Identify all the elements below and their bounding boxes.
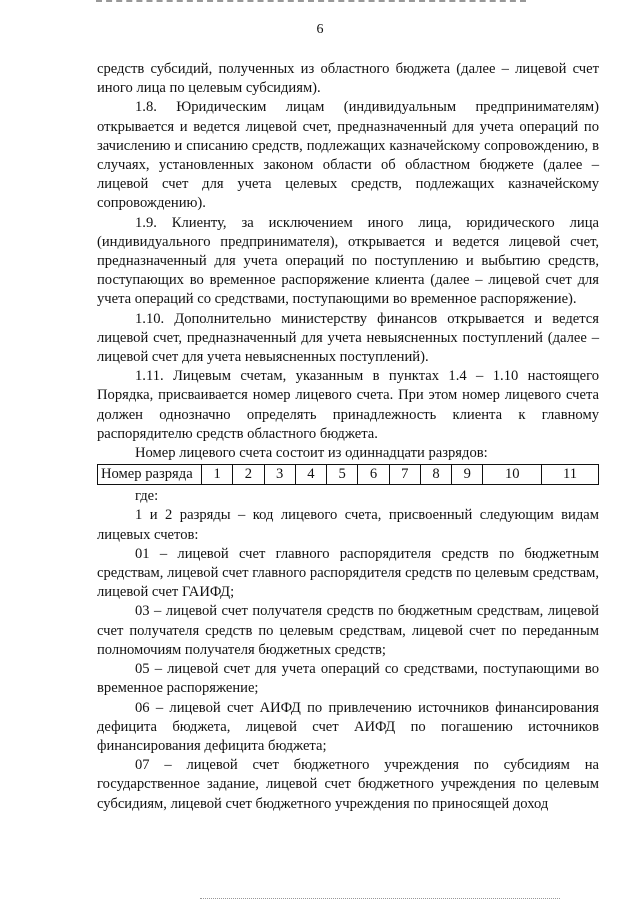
digit-cell-2: 2 <box>233 465 264 485</box>
paragraph-1-9: 1.9. Клиенту, за исключением иного лица, юридического лица (индивидуального предпринимателя), открывается и ведется лицевой счет, предназначенный для учета операций по поступлению и выбытию средств, поступающих во временное распоряжение клиента (далее – лицевой счет для учета операций со средствами, поступающими во временное распоряжение). <box>97 214 599 308</box>
digit-cell-8: 8 <box>420 465 451 485</box>
paragraph-code-06: 06 – лицевой счет АИФД по привлечению источников финансирования дефицита бюджета, лицевой счет АИФД по погашению источников финансирования дефицита бюджета; <box>97 699 599 754</box>
digit-cell-10: 10 <box>483 465 542 485</box>
scan-top-edge-artifact <box>96 0 526 5</box>
paragraph-code-05: 05 – лицевой счет для учета операций со средствами, поступающими во временное распоряжение; <box>97 661 599 697</box>
digit-cell-6: 6 <box>358 465 389 485</box>
digit-cell-3: 3 <box>264 465 295 485</box>
account-digits-table <box>97 464 599 485</box>
paragraph-1-10: 1.10. Дополнительно министерству финансов открывается и ведется лицевой счет, предназначенный для учета невыясненных поступлений (далее – лицевой счет для учета невыясненных поступлений). <box>97 310 599 366</box>
digit-cell-9: 9 <box>452 465 483 485</box>
paragraph-code-03: 03 – лицевой счет получателя средств по бюджетным средствам, лицевой счет получателя средств по целевым средствам, лицевой счет по переданным полномочиям получателя бюджетных средств; <box>97 603 599 658</box>
digit-cell-5: 5 <box>327 465 358 485</box>
digits-table-header: Номер разряда <box>98 465 202 485</box>
paragraph-digits-1-2: 1 и 2 разряды – код лицевого счета, присвоенный следующим видам лицевых счетов: <box>97 507 599 543</box>
paragraph-1-8: 1.8. Юридическим лицам (индивидуальным предпринимателям) открывается и ведется лицевой счет, предназначенный для учета операций по зачислению и списанию средств, подлежащих казначейскому сопровождению, в случаях, установленных законом области об областном бюджете (далее – лицевой счет для учета целевых средств, подлежащих казначейскому сопровождению). <box>97 99 599 212</box>
digit-cell-1: 1 <box>202 465 233 485</box>
digits-table-caption: Номер лицевого счета состоит из одиннадцати разрядов: <box>135 445 488 462</box>
paragraph-1-11: 1.11. Лицевым счетам, указанным в пунктах 1.4 – 1.10 настоящего Порядка, присваивается номер лицевого счета. При этом номер лицевого счета должен однозначно определять принадлежность клиента к главному распорядителю средств областного бюджета. <box>97 368 599 442</box>
paragraph-code-01: 01 – лицевой счет главного распорядителя средств по бюджетным средствам, лицевой счет главного распорядителя средств по целевым средствам, лицевой счет ГАИФД; <box>97 545 599 601</box>
page-number: 6 <box>316 22 324 37</box>
document-body <box>97 60 599 814</box>
digit-cell-4: 4 <box>295 465 326 485</box>
where-label: где: <box>135 488 159 505</box>
digit-cell-11: 11 <box>542 465 599 485</box>
scan-bottom-edge-artifact <box>200 898 560 901</box>
table-row <box>98 465 599 485</box>
paragraph-code-07: 07 – лицевой счет бюджетного учреждения по субсидиям на государственное задание, лицевой счет бюджетного учреждения по целевым субсидиям, лицевой счет бюджетного учреждения по приносящей доход <box>97 757 599 812</box>
paragraph-continuation: средств субсидий, полученных из областного бюджета (далее – лицевой счет иного лица по целевым субсидиям). <box>97 61 599 97</box>
digit-cell-7: 7 <box>389 465 420 485</box>
